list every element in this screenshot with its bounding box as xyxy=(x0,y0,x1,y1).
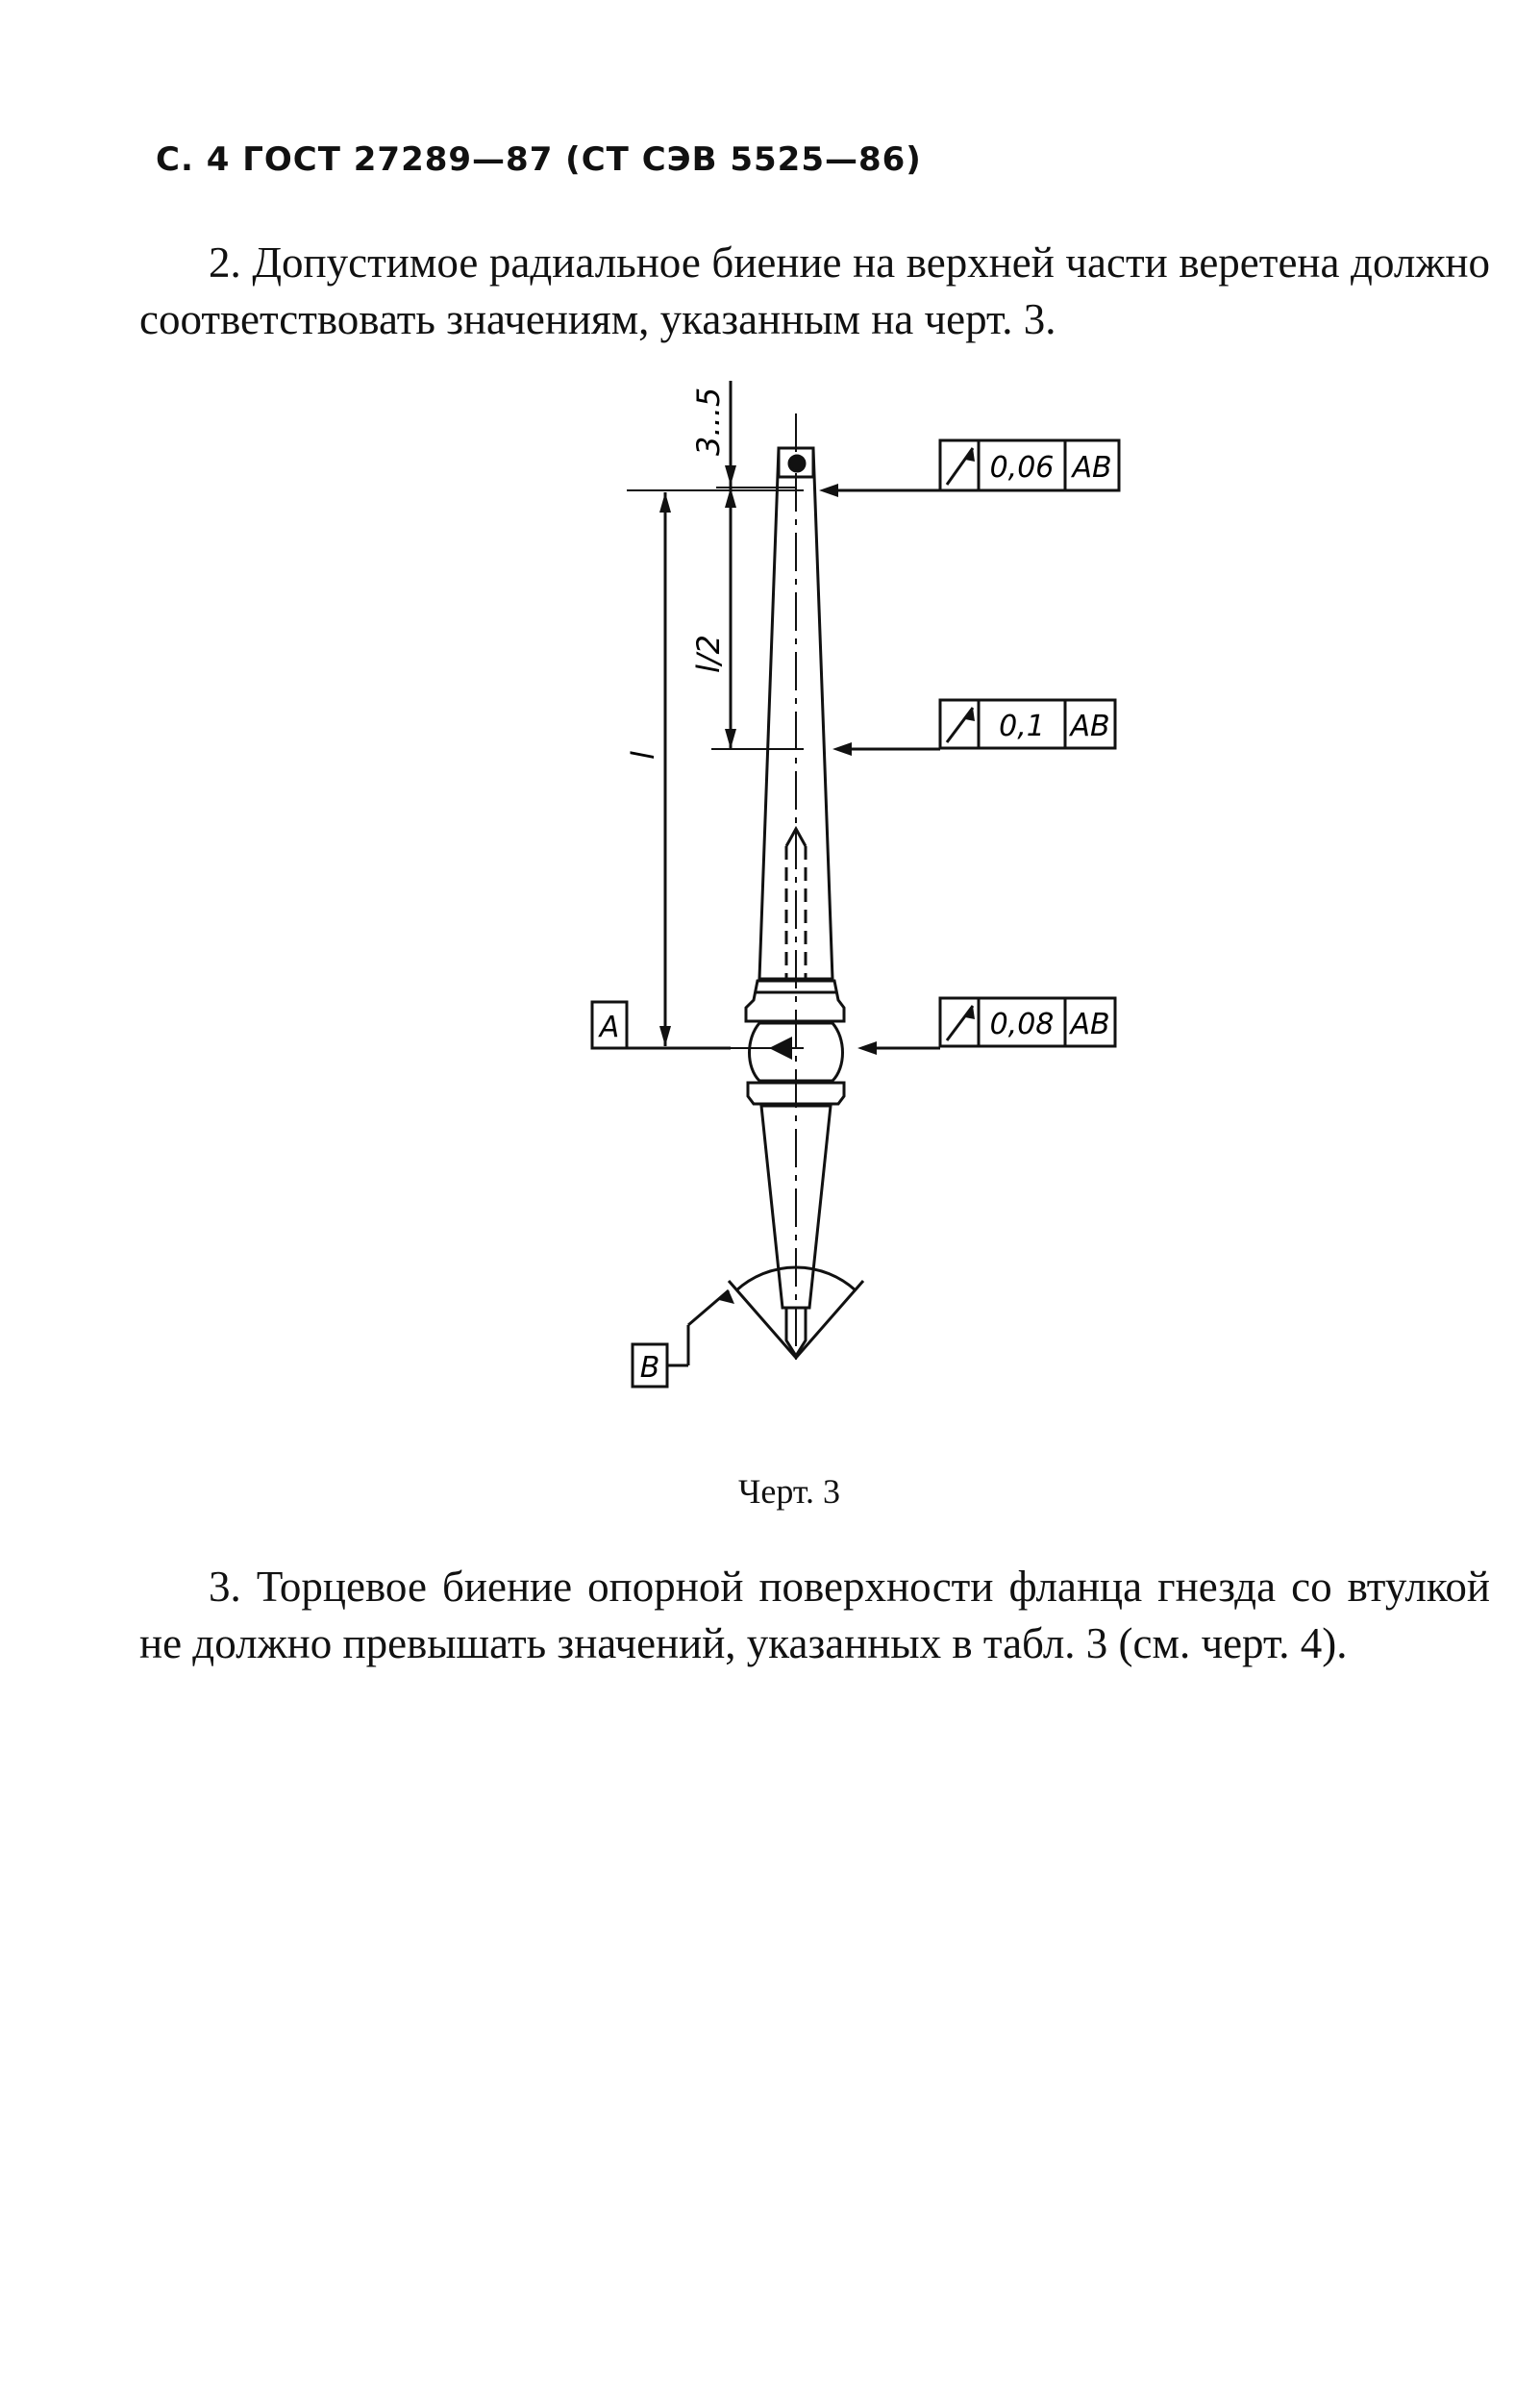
tolerance-3-datums: AB xyxy=(1070,1008,1110,1041)
figure-caption: Черт. 3 xyxy=(738,1472,840,1511)
spindle-top-hole xyxy=(789,456,805,471)
tolerance-1-datums: AB xyxy=(1072,451,1112,485)
paragraph-2-text: 2. Допустимое радиальное биение на верхней части веретена должно соответствовать значениям, указанным на черт. 3. xyxy=(139,238,1490,343)
tolerance-2-datums: AB xyxy=(1070,710,1110,743)
paragraph-3 xyxy=(139,1559,1490,1672)
tolerance-1-value: 0,06 xyxy=(989,451,1055,485)
datum-a-label: A xyxy=(599,1011,620,1044)
tolerance-3-value: 0,08 xyxy=(989,1008,1055,1041)
dim-label-full: l xyxy=(625,751,661,760)
dim-label-top: 3...5 xyxy=(690,387,727,456)
tolerance-2-value: 0,1 xyxy=(999,710,1045,743)
paragraph-3-text: 3. Торцевое биение опорной поверхности фланца гнезда со втулкой не должно превышать значений, указанных в табл. 3 (см. черт. 4). xyxy=(139,1563,1490,1667)
dim-label-half: l/2 xyxy=(690,634,727,673)
page-header: С. 4 ГОСТ 27289—87 (СТ СЭВ 5525—86) xyxy=(156,140,922,179)
datum-b-label: B xyxy=(639,1351,660,1385)
